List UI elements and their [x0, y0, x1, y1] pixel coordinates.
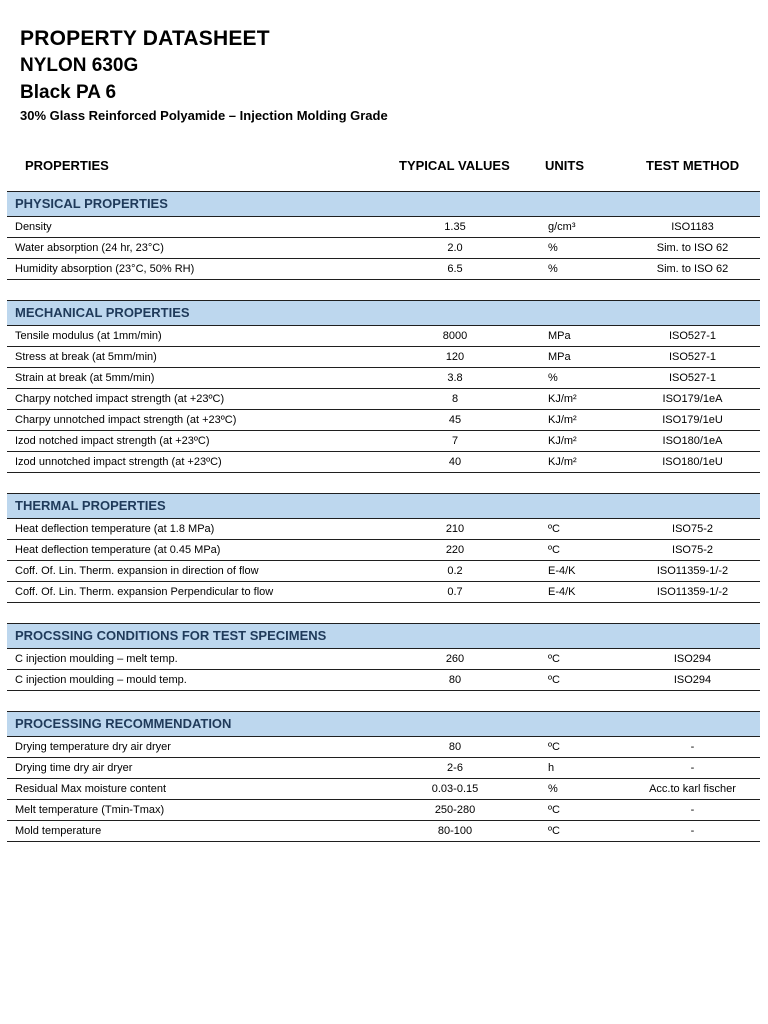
unit: E-4/K [548, 586, 576, 598]
test-method: ISO75-2 [672, 544, 713, 556]
typical-value: 80 [448, 741, 462, 753]
table-row [7, 389, 760, 410]
product-name: NYLON 630G [20, 55, 139, 76]
typical-value: 40 [448, 456, 462, 468]
section-heading: MECHANICAL PROPERTIES [7, 300, 760, 326]
table-row [7, 779, 760, 800]
property-name: C injection moulding – mould temp. [15, 674, 187, 686]
property-name: Heat deflection temperature (at 1.8 MPa) [15, 523, 215, 535]
property-name: Drying temperature dry air dryer [15, 741, 171, 753]
table-row [7, 737, 760, 758]
table-row [7, 670, 760, 691]
property-name: C injection moulding – melt temp. [15, 653, 178, 665]
column-headers [0, 158, 768, 176]
typical-value: 0.7 [447, 586, 463, 598]
unit: KJ/m² [548, 393, 577, 405]
property-name: Coff. Of. Lin. Therm. expansion in direction of flow [15, 565, 259, 577]
section-heading: PHYSICAL PROPERTIES [7, 191, 760, 217]
unit: % [548, 783, 558, 795]
table-row [7, 582, 760, 603]
unit: ºC [548, 523, 560, 535]
typical-value: 2-6 [447, 762, 463, 774]
unit: h [548, 762, 555, 774]
section-heading: PROCESSING RECOMMENDATION [7, 711, 760, 737]
typical-value: 1.35 [444, 221, 466, 233]
property-name: Melt temperature (Tmin-Tmax) [15, 804, 165, 816]
unit: MPa [548, 330, 571, 342]
typical-value: 0.2 [447, 565, 463, 577]
section-heading: PROCSSING CONDITIONS FOR TEST SPECIMENS [7, 623, 760, 649]
table-row [7, 800, 760, 821]
col-units: UNITS [545, 158, 584, 173]
unit: KJ/m² [548, 414, 577, 426]
property-name: Heat deflection temperature (at 0.45 MPa) [15, 544, 221, 556]
typical-value: 8000 [442, 330, 468, 342]
typical-value: 80 [448, 674, 462, 686]
test-method: ISO294 [673, 653, 712, 665]
unit: ºC [548, 741, 560, 753]
table-row [7, 561, 760, 582]
test-method: ISO180/1eA [662, 435, 723, 447]
typical-value: 220 [445, 544, 465, 556]
table-row [7, 431, 760, 452]
table-row [7, 410, 760, 431]
table-row [7, 238, 760, 259]
unit: ºC [548, 544, 560, 556]
property-name: Strain at break (at 5mm/min) [15, 372, 155, 384]
test-method: ISO11359-1/-2 [656, 586, 729, 598]
test-method: Acc.to karl fischer [649, 783, 736, 795]
table-section [7, 191, 760, 280]
unit: MPa [548, 351, 571, 363]
test-method: Sim. to ISO 62 [656, 263, 729, 275]
typical-value: 3.8 [447, 372, 463, 384]
table-section [7, 300, 760, 473]
test-method: ISO527-1 [668, 351, 717, 363]
unit: ºC [548, 653, 560, 665]
test-method: ISO179/1eA [662, 393, 723, 405]
unit: g/cm³ [548, 221, 576, 233]
typical-value: 6.5 [447, 263, 463, 275]
property-name: Stress at break (at 5mm/min) [15, 351, 157, 363]
test-method: Sim. to ISO 62 [656, 242, 729, 254]
table-row [7, 452, 760, 473]
table-row [7, 217, 760, 238]
unit: % [548, 263, 558, 275]
unit: KJ/m² [548, 435, 577, 447]
table-row [7, 540, 760, 561]
test-method: ISO75-2 [672, 523, 713, 535]
test-method: ISO527-1 [668, 372, 717, 384]
unit: ºC [548, 804, 560, 816]
table-row [7, 326, 760, 347]
col-typical-values: TYPICAL VALUES [399, 158, 510, 173]
typical-value: 80-100 [437, 825, 473, 837]
table-row [7, 368, 760, 389]
test-method: ISO1183 [671, 221, 714, 233]
test-method: ISO294 [673, 674, 712, 686]
datasheet-header [20, 26, 388, 125]
typical-value: 0.03-0.15 [431, 783, 479, 795]
property-name: Tensile modulus (at 1mm/min) [15, 330, 162, 342]
table-section [7, 623, 760, 691]
property-name: Izod unnotched impact strength (at +23ºC) [15, 456, 222, 468]
property-name: Residual Max moisture content [15, 783, 167, 795]
properties-table [7, 191, 760, 862]
unit: % [548, 372, 558, 384]
typical-value: 2.0 [447, 242, 463, 254]
table-row [7, 649, 760, 670]
unit: ºC [548, 674, 560, 686]
typical-value: 250-280 [434, 804, 476, 816]
typical-value: 7 [451, 435, 459, 447]
unit: KJ/m² [548, 456, 577, 468]
property-name: Water absorption (24 hr, 23°C) [15, 242, 164, 254]
typical-value: 8 [451, 393, 459, 405]
test-method: ISO527-1 [668, 330, 717, 342]
product-subtitle: 30% Glass Reinforced Polyamide – Injection Molding Grade [20, 108, 388, 123]
table-row [7, 758, 760, 779]
property-name: Humidity absorption (23°C, 50% RH) [15, 263, 195, 275]
typical-value: 45 [448, 414, 462, 426]
table-section [7, 493, 760, 603]
test-method: - [690, 804, 695, 816]
property-name: Drying time dry air dryer [15, 762, 133, 774]
table-row [7, 347, 760, 368]
typical-value: 210 [445, 523, 465, 535]
col-test-method: TEST METHOD [646, 158, 740, 173]
col-properties: PROPERTIES [25, 158, 109, 173]
property-name: Coff. Of. Lin. Therm. expansion Perpendicular to flow [15, 586, 274, 598]
table-row [7, 259, 760, 280]
product-variant: Black PA 6 [20, 82, 117, 103]
table-row [7, 821, 760, 842]
unit: ºC [548, 825, 560, 837]
typical-value: 260 [445, 653, 465, 665]
table-section [7, 711, 760, 842]
test-method: ISO11359-1/-2 [656, 565, 729, 577]
property-name: Charpy notched impact strength (at +23ºC) [15, 393, 225, 405]
test-method: - [690, 825, 695, 837]
test-method: - [690, 762, 695, 774]
unit: E-4/K [548, 565, 576, 577]
datasheet-title: PROPERTY DATASHEET [20, 27, 270, 50]
unit: % [548, 242, 558, 254]
test-method: ISO180/1eU [662, 456, 723, 468]
typical-value: 120 [445, 351, 465, 363]
property-name: Density [15, 221, 52, 233]
property-name: Izod notched impact strength (at +23ºC) [15, 435, 210, 447]
table-row [7, 519, 760, 540]
test-method: - [690, 741, 695, 753]
property-name: Mold temperature [15, 825, 102, 837]
test-method: ISO179/1eU [662, 414, 723, 426]
property-name: Charpy unnotched impact strength (at +23ºC) [15, 414, 237, 426]
section-heading: THERMAL PROPERTIES [7, 493, 760, 519]
